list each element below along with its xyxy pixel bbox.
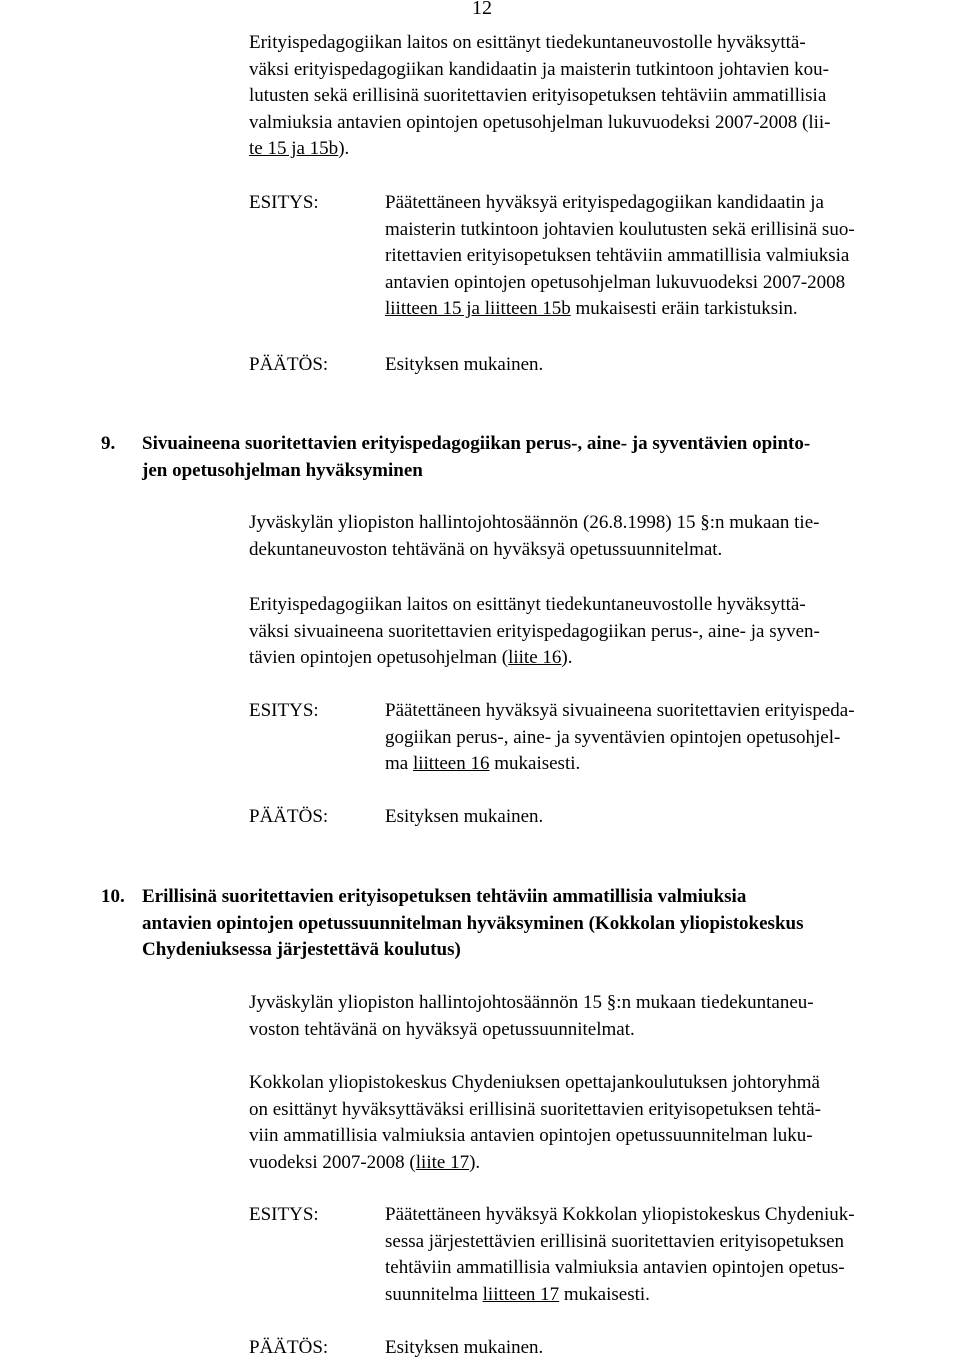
- text-line: [249, 645, 959, 672]
- esitys-text: [385, 698, 960, 778]
- text-line: dekuntaneuvoston tehtävänä on hyväksyä opetussuunnitelmat.: [249, 538, 723, 560]
- attachment-link[interactable]: te 15 ja 15b: [249, 138, 339, 159]
- attachment-link[interactable]: liitteen 15 ja liitteen 15b: [385, 298, 571, 319]
- section-heading: [142, 431, 960, 484]
- text-line: tehtäviin ammatillisia valmiuksia antavien opintojen opetus-: [385, 1257, 845, 1278]
- text-line: [249, 1150, 959, 1177]
- text-line: väksi erityispedagogiikan kandidaatin ja maisterin tutkintoon johtavien kou-: [249, 58, 829, 80]
- text-line: väksi sivuaineena suoritettavien erityispedagogiikan perus-, aine- ja syven-: [249, 620, 820, 642]
- text-line: Kokkolan yliopistokeskus Chydeniuksen opettajankoulutuksen johtoryhmä: [249, 1072, 820, 1093]
- heading-line: Chydeniuksessa järjestettävä koulutus): [142, 939, 461, 960]
- text-line: [249, 136, 959, 163]
- text-fragment: ).: [338, 138, 350, 159]
- text-line: voston tehtävänä on hyväksyä opetussuunnitelmat.: [249, 1018, 635, 1040]
- paatos-label: PÄÄTÖS:: [249, 354, 329, 375]
- heading-line: Sivuaineena suoritettavien erityispedagogiikan perus-, aine- ja syventävien opinto-: [142, 433, 811, 454]
- section-number: 10.: [101, 886, 125, 907]
- text-fragment: vuodeksi 2007-2008 (: [249, 1151, 416, 1173]
- section-number: 9.: [101, 433, 116, 454]
- text-line: antavien opintojen opetusohjelman lukuvuodeksi 2007-2008: [385, 271, 846, 293]
- text-fragment: suunnitelma: [385, 1283, 483, 1305]
- text-fragment: mukaisesti eräin tarkistuksin.: [570, 298, 798, 319]
- text-line: Erityispedagogiikan laitos on esittänyt tiedekuntaneuvostolle hyväksyttä-: [249, 32, 806, 53]
- attachment-link[interactable]: liite 16: [508, 647, 562, 668]
- text-line: Erityispedagogiikan laitos on esittänyt tiedekuntaneuvostolle hyväksyttä-: [249, 594, 806, 615]
- text-line: viin ammatillisia valmiuksia antavien opintojen opetussuunnitelman luku-: [249, 1125, 813, 1146]
- text-line: [385, 1282, 960, 1309]
- text-fragment: mukaisesti.: [559, 1283, 650, 1305]
- section-heading: [142, 884, 960, 964]
- heading-line: jen opetusohjelman hyväksyminen: [142, 459, 423, 481]
- text-line: Päätettäneen hyväksyä erityispedagogiikan kandidaatin ja: [385, 192, 824, 213]
- regulation-paragraph: [249, 990, 959, 1043]
- text-line: on esittänyt hyväksyttäväksi erillisinä suoritettavien erityisopetuksen tehtä-: [249, 1098, 821, 1120]
- esitys-label: ESITYS:: [249, 1204, 319, 1225]
- paatos-label: PÄÄTÖS:: [249, 806, 329, 827]
- paatos-text: Esityksen mukainen.: [385, 1337, 544, 1358]
- attachment-link[interactable]: liitteen 17: [482, 1283, 560, 1305]
- text-line: Päätettäneen hyväksyä Kokkolan yliopistokeskus Chydeniuk-: [385, 1204, 855, 1225]
- page-number: 12: [472, 0, 492, 19]
- text-line: Jyväskylän yliopiston hallintojohtosäännön 15 §:n mukaan tiedekuntaneu-: [249, 992, 814, 1013]
- text-line: valmiuksia antavien opintojen opetusohjelman lukuvuodeksi 2007-2008 (lii-: [249, 111, 831, 133]
- text-line: ritettavien erityisopetuksen tehtäviin ammatillisia valmiuksia: [385, 245, 850, 266]
- attachment-link[interactable]: liitteen 16: [412, 753, 490, 774]
- text-line: Päätettäneen hyväksyä sivuaineena suoritettavien erityispeda-: [385, 700, 855, 721]
- text-line: gogiikan perus-, aine- ja syventävien opintojen opetusohjel-: [385, 726, 841, 748]
- attachment-link[interactable]: liite 17: [415, 1151, 470, 1173]
- proposal-paragraph: [249, 1070, 959, 1176]
- text-line: lutusten sekä erillisinä suoritettavien erityisopetuksen tehtäviin ammatillisia: [249, 85, 827, 106]
- esitys-text: [385, 1202, 960, 1308]
- heading-line: antavien opintojen opetussuunnitelman hyväksyminen (Kokkolan yliopistokeskus: [142, 912, 804, 934]
- heading-line: Erillisinä suoritettavien erityisopetuksen tehtäviin ammatillisia valmiuksia: [142, 886, 747, 907]
- text-line: [385, 296, 960, 323]
- text-line: maisterin tutkintoon johtavien koulutusten sekä erillisinä suo-: [385, 218, 855, 240]
- text-fragment: mukaisesti.: [489, 753, 581, 774]
- text-fragment: ma: [385, 753, 413, 774]
- esitys-text: [385, 190, 960, 323]
- esitys-label: ESITYS:: [249, 700, 319, 721]
- regulation-paragraph: [249, 510, 959, 563]
- paatos-text: Esityksen mukainen.: [385, 354, 544, 375]
- paatos-text: Esityksen mukainen.: [385, 806, 544, 827]
- proposal-paragraph: [249, 592, 959, 672]
- paatos-label: PÄÄTÖS:: [249, 1337, 329, 1358]
- esitys-label: ESITYS:: [249, 192, 319, 213]
- text-line: Jyväskylän yliopiston hallintojohtosäännön (26.8.1998) 15 §:n mukaan tie-: [249, 512, 820, 533]
- intro-paragraph: [249, 30, 959, 163]
- text-fragment: ).: [469, 1151, 481, 1173]
- text-fragment: tävien opintojen opetusohjelman (: [249, 647, 509, 668]
- text-line: [385, 751, 960, 778]
- text-line: sessa järjestettävien erillisinä suoritettavien erityisopetuksen: [385, 1230, 845, 1252]
- text-fragment: ).: [561, 647, 573, 668]
